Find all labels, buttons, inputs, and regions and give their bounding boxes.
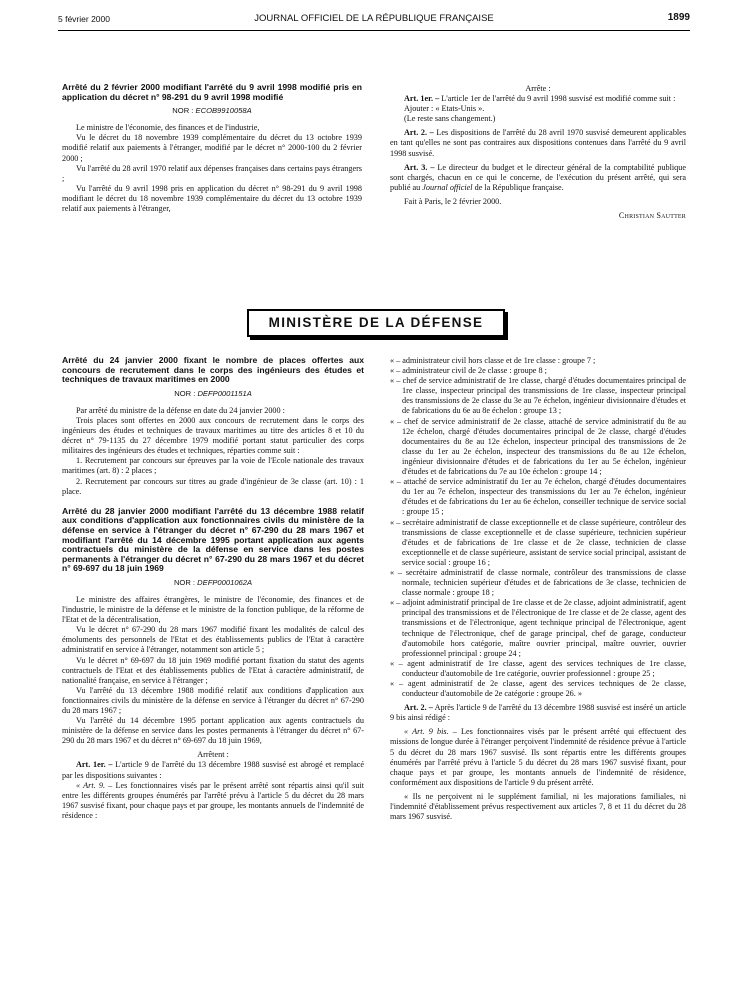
section3-article-9bis (390, 727, 686, 788)
article-text: Après l'article 9 de l'arrêté du 13 décembre 1988 susvisé est inséré un article 9 bis ainsi rédigé : (390, 703, 686, 723)
nor-label: NOR : (174, 388, 196, 398)
section1-article-1 (390, 94, 686, 104)
lower-left-column (62, 356, 364, 821)
header-date: 5 février 2000 (58, 14, 110, 24)
header-rule (58, 30, 690, 31)
section1-visa: Vu l'arrêté du 9 avril 1998 pris en application du décret n° 98-291 du 9 avril 1998 modifiant le décret du 18 novembre 1939 complémentaire du décret du 13 octobre 1939 relatif aux paiements à l'étranger, (62, 183, 362, 214)
article-label: « Art. 9. – (76, 780, 113, 790)
section3-nor (62, 578, 364, 588)
article-label: Art. 2. – (404, 703, 433, 713)
group-list-item: « – chef de service administratif de 1re classe, chargé d'études documentaires principal de 1re classe, inspecteur principal des transmissions de 1re classe, inspecteur principal des transmissions de 2e classe du 3e au 7e échelon, ingénieur divisionnaire d'études et de fabrications du 6e au 8e échelon : groupe 13 ; (390, 376, 686, 416)
section3-article-9 (62, 781, 364, 821)
section1-article-1-add: Ajouter : « Etats-Unis ». (404, 104, 485, 114)
section3-visa: Vu le décret n° 67-290 du 28 mars 1967 modifié fixant les modalités de calcul des émoluments des personnels de l'Etat et des établissements publics de l'Etat à caractère administratif en service à l'étranger, notamment son article 5 ; (62, 625, 364, 655)
article-text: de la République française. (474, 182, 564, 192)
article-label: Art. 1er. – (76, 760, 113, 770)
article-text: L'article 1er de l'arrêté du 9 avril 1998 susvisé est modifié comme suit : (441, 94, 676, 104)
section2-title: Arrêté du 24 janvier 2000 fixant le nombre de places offertes aux concours de recrutement dans le corps des ingénieurs des études et techniques de travaux maritimes en 2000 (62, 355, 364, 385)
group-list-item: « – chef de service administratif de 2e classe, attaché de service administratif du 8e au 12e échelon, chargé d'études documentaires principal de 2e classe, chargé d'études documentaires du 8e au 12e échelon, inspecteur principal des transmissions de 2e classe du 1er au 2e échelon, inspecteur des transmissions du 8e au 12e échelon, ingénieur divisionnaire d'études et de fabrications du 1er au 5e échelon, ingénieur d'études et de fabrications du 7e au 10e échelon : groupe 14 ; (390, 416, 686, 477)
section2-paragraph: 2. Recrutement par concours sur titres au grade d'ingénieur de 3e classe (art. 10) : 1 place. (62, 476, 364, 496)
section3-visa: Vu l'arrêté du 13 décembre 1988 modifié relatif aux conditions d'application aux fonctionnaires civils du ministère de la défense en service à l'étranger du décret n° 67-290 du 28 mars 1967 ; (62, 685, 364, 715)
page-header (58, 12, 690, 28)
ministry-banner: MINISTÈRE DE LA DÉFENSE (247, 309, 505, 337)
section1-article-1-rest: (Le reste sans changement.) (404, 114, 496, 124)
group-list-item: « – administrateur civil hors classe et de 1re classe : groupe 7 ; (390, 356, 596, 365)
section3-arretent: Arrêtent : (197, 750, 229, 760)
section3-title: Arrêté du 28 janvier 2000 modifiant l'arrêté du 13 décembre 1988 relatif aux conditions d'application aux fonctionnaires civils du ministère de la défense en service à l'étranger du décret n° 67-290 du 28 mars 1967 et modifiant l'arrêté du 14 décembre 1995 portant application aux agents contractuels du ministère de la défense en service dans les postes permanents à l'étranger du décret n° 67-290 du 28 mars 1967 et du décret n° 69-697 du 18 juin 1969 (62, 505, 364, 574)
section3-article-2 (390, 703, 686, 723)
group-list-item: « – secrétaire administratif de classe normale, contrôleur des transmissions de classe normale, technicien supérieur d'études et de fabrications de 3e classe, technicien de classe normale : groupe 18 ; (390, 567, 686, 598)
group-list-item: « – agent administratif de 1re classe, agent des services techniques de 1re classe, conducteur d'automobile de 1re catégorie, ouvrier professionnel : groupe 25 ; (390, 658, 686, 678)
article-text: Les dispositions de l'arrêté du 28 avril 1970 susvisé demeurent applicables en tant qu'elles ne sont pas contraires aux dispositions contenues dans l'arrêté du 9 avril 1998 susvisé. (390, 128, 687, 158)
article-label: Art. 3. – (404, 162, 435, 172)
header-journal-title: JOURNAL OFFICIEL DE LA RÉPUBLIQUE FRANÇAISE (254, 13, 494, 24)
article-label: Art. 1er. – (404, 94, 440, 104)
nor-code: DEFP0001062A (197, 577, 253, 587)
section1-article-3 (390, 163, 686, 193)
nor-label: NOR : (173, 577, 196, 587)
group-list-item: « – attaché de service administratif du 1er au 7e échelon, chargé d'études documentaires du 1er au 7e échelon, inspecteur des transmissions du 1er au 7e échelon, ingénieur d'études et de fabrications du 1er au 6e échelon, conseiller technique de service social : groupe 15 ; (390, 477, 686, 517)
article-text: Les fonctionnaires visés par le présent arrêté sont répartis ainsi qu'il suit entre les différents groupes énumérés par l'arrêté prévu à l'article 5 du décret du 28 mars 1967 susvisé fixant, pour chaque pays et par groupe, les montants annuels de l'indemnité de résidence : (62, 780, 364, 820)
section3-article-1 (62, 760, 364, 780)
section3-last-paragraph: « Ils ne perçoivent ni le supplément familial, ni les majorations familiales, ni l'indemnité d'établissement prévus respectivement aux articles 7, 8 et 11 du décret du 28 mars 1967 susvisé. (390, 791, 686, 822)
section1-visa: Vu l'arrêté du 28 avril 1970 relatif aux dépenses françaises dans certains pays étrangers ; (62, 163, 362, 183)
article-label: Art. 2. – (404, 128, 434, 138)
section3-visa: Vu l'arrêté du 14 décembre 1995 portant application aux agents contractuels du ministère de la défense en service dans les postes permanents à l'étranger du décret n° 67-290 du 28 mars 1967 et du décret n° 69-697 du 18 juin 1969, (62, 716, 364, 746)
article-text: L'article 9 de l'arrêté du 13 décembre 1988 susvisé est abrogé et remplacé par les dispositions suivantes : (62, 760, 364, 780)
section1-visa: Le ministre de l'économie, des finances et de l'industrie, (76, 123, 260, 133)
header-page-number: 1899 (667, 12, 690, 23)
section1-visa: Vu le décret du 18 novembre 1939 complémentaire du décret du 13 octobre 1939 modifié relatif aux paiements à l'étranger, modifié par le décret n° 2000-100 du 2 février 2000 ; (62, 133, 362, 163)
section2-paragraph: 1. Recrutement par concours sur épreuves par la voie de l'Ecole nationale des travaux maritimes (art. 8) : 2 places ; (62, 456, 364, 476)
journal-officiel-italic: Journal officiel (422, 182, 473, 192)
section1-nor (62, 106, 362, 116)
group-list-item: « – adjoint administratif principal de 1re classe et de 2e classe, adjoint administratif, agent principal des transmissions et de l'électronique de 1re classe et de 2e classe, agent des transmissions et de l'électronique, agent technique principal de l'électronique, agent technique de l'électronique, chef de garage principal, chef de garage, conducteur d'automobile hors catégorie, maître ouvrier principal, maître ouvrier, ouvrier professionnel principal : groupe 24 ; (390, 598, 686, 658)
section1-done: Fait à Paris, le 2 février 2000. (404, 196, 502, 206)
nor-code: DEFP0001151A (197, 388, 252, 398)
section3-visa: Le ministre des affaires étrangères, le ministre de l'économie, des finances et de l'industrie, le ministre de la défense et le ministre de la fonction publique, de la réforme de l'Etat et de la décentralisation, (62, 594, 364, 625)
section3-visa: Vu le décret n° 69-697 du 18 juin 1969 modifié portant fixation du statut des agents contractuels de l'Etat et des établissements publics de l'Etat à caractère administratif, de nationalité française, en service à l'étranger ; (62, 655, 364, 685)
article-text: Le directeur du budget et le directeur général de la comptabilité publique sont chargés, chacun en ce qui le concerne, de l'exécution du présent arrêté, qui sera publié au (390, 162, 686, 192)
nor-label: NOR : (172, 106, 194, 116)
section1-arrete: Arrête : (525, 84, 551, 93)
article-text: Les fonctionnaires visés par le présent arrêté qui effectuent des missions de longue durée à l'étranger perçoivent l'indemnité de résidence prévue à l'article 5 du décret du 28 mars 1967 susvisé. Ils sont répartis entre les différents groupes énumérés par l'arrêté prévu à l'article 5 du décret du 28 mars 1967 susvisé fixant, pour chaque pays et par groupe, les montants annuels de l'indemnité de résidence, conformément aux dispositions de l'article 9 du présent arrêté. (390, 727, 687, 787)
group-list-item: « – secrétaire administratif de classe exceptionnelle et de classe supérieure, contrôleur des transmissions de classe exceptionnelle et de classe supérieure, technicien supérieur d'études et de fabrications de 1re classe et de 2e classe, technicien de classe exceptionnelle et de classe supérieure, assistant de service social principal, assistant de service social : groupe 16 ; (390, 517, 686, 567)
section1-signature: Christian Sautter (618, 211, 686, 221)
section1-right-column (390, 84, 686, 221)
lower-right-column (390, 356, 686, 822)
section1-article-2 (390, 128, 686, 158)
group-list-item: « – agent administratif de 2e classe, agent des services techniques de 2e classe, conducteur d'automobile de 2e catégorie : groupe 26. » (390, 679, 686, 699)
group-list-item: « – administrateur civil de 2e classe : groupe 8 ; (390, 366, 547, 376)
section1-left-column (62, 83, 362, 214)
section2-paragraph: Par arrêté du ministre de la défense en date du 24 janvier 2000 : (76, 405, 285, 415)
section1-title: Arrêté du 2 février 2000 modifiant l'arrêté du 9 avril 1998 modifié pris en application du décret n° 98-291 du 9 avril 1998 modifié (62, 82, 362, 102)
section2-nor (62, 389, 364, 399)
nor-code: ECOB9910058A (195, 106, 252, 116)
article-label: « Art. 9 bis. – (404, 727, 457, 737)
section2-paragraph: Trois places sont offertes en 2000 aux concours de recrutement dans le corps des ingénieurs des études et techniques de travaux maritimes au titre des articles 8 et 10 du décret n° 79-1135 du 27 décembre 1979 modifié portant statut particulier des corps militaires des ingénieurs des études et techniques, réparties comme suit : (62, 415, 364, 456)
